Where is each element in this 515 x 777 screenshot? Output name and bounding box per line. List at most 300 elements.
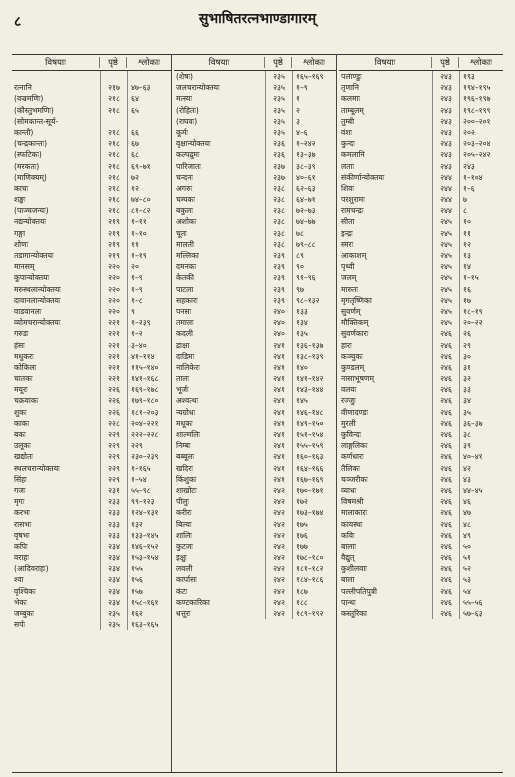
entry-subject: मयूरः [14, 385, 28, 395]
entry-verses: १–२३९ [127, 317, 171, 328]
index-entry [12, 519, 171, 530]
entry-subject: तृणानि [341, 83, 359, 93]
entry-verses: १७६ [292, 530, 336, 541]
entry-subject: चातकः [14, 374, 33, 384]
entry-page: २३६ [265, 149, 292, 160]
index-entry [339, 608, 503, 619]
entry-page: २३४ [100, 574, 127, 585]
entry-subject: अगरुः [176, 183, 193, 193]
entry-page: २४१ [265, 362, 292, 373]
entry-subject: मालती [176, 239, 194, 249]
entry-verses: २०५–२४२ [459, 149, 503, 160]
entry-subject [12, 71, 100, 82]
entry-page: २४६ [432, 541, 459, 552]
entry-subject: आकाशम् [341, 251, 367, 260]
entry-subject: वीणादण्डः [341, 407, 368, 417]
entry-verses: ६८ [127, 149, 171, 160]
header-subject: विषयाः [45, 57, 66, 68]
entry-page: २४६ [432, 597, 459, 608]
index-entry [174, 272, 336, 283]
entry-page: २३७ [265, 161, 292, 172]
entry-page: २२० [100, 295, 127, 306]
entry-verses: १४१–१४२ [292, 373, 336, 384]
entry-verses: ९१–९६ [292, 272, 336, 283]
entry-verses: १४५ [292, 395, 336, 406]
index-entry [12, 619, 171, 630]
entry-page: २४१ [265, 440, 292, 451]
entry-subject: कुटजः [176, 541, 193, 551]
entry-subject: पाटला [176, 284, 194, 294]
entry-verses: ४७ [459, 507, 503, 518]
entry-subject: लवली [176, 564, 193, 574]
entry-page: २४६ [432, 563, 459, 574]
index-entry [339, 172, 503, 183]
entry-page: २४० [265, 328, 292, 339]
entry-verses: १८७ [292, 586, 336, 597]
entry-subject: बब्बूलः [176, 452, 195, 462]
entry-verses: १० [459, 216, 503, 227]
index-entry [339, 351, 503, 362]
entry-subject: कोकिलः [14, 362, 37, 372]
entry-page: २४३ [432, 149, 459, 160]
entry-page: २२१ [100, 351, 127, 362]
entry-verses: ९० [292, 261, 336, 272]
index-entry [12, 407, 171, 418]
entry-verses: ५१ [459, 552, 503, 563]
index-entry [174, 228, 336, 239]
entry-page: २४० [265, 306, 292, 317]
entry-page: २४६ [432, 451, 459, 462]
entry-page: २१८ [100, 183, 127, 194]
entry-verses: १६९–१७८ [127, 384, 171, 395]
index-entry [174, 451, 336, 462]
entry-verses: १२ [127, 183, 171, 194]
entry-page: २२१ [100, 317, 127, 328]
entry-page: २४३ [432, 116, 459, 127]
entry-verses: ६४ [127, 93, 171, 104]
index-entry [12, 116, 171, 127]
entry-page: २३८ [265, 194, 292, 205]
entry-verses: १३२ [127, 519, 171, 530]
index-entry [339, 362, 503, 373]
entry-page: २४५ [432, 261, 459, 272]
entry-verses: १५३–१५४ [127, 552, 171, 563]
entry-verses: १३४ [292, 317, 336, 328]
entry-verses: ३८ [459, 429, 503, 440]
entry-subject: उलूकः [14, 441, 31, 451]
entry-page: २४२ [265, 496, 292, 507]
header-page: पृष्ठे [99, 57, 126, 68]
entry-subject: परशुरामः [341, 195, 365, 205]
entry-subject: सीता [341, 217, 355, 227]
entry-page: २३८ [265, 239, 292, 250]
entry-subject: तुम्बी [341, 116, 355, 126]
entry-page: २१९ [100, 239, 127, 250]
entry-verses: १९४–१९५ [459, 82, 503, 93]
entry-verses: १–१०४ [459, 172, 503, 183]
entry-subject: दावानलान्योक्तयः [14, 295, 61, 305]
header-page: पृष्ठे [264, 57, 291, 68]
index-entry [12, 261, 171, 272]
entry-verses: ४३ [459, 474, 503, 485]
entry-verses: १८–१९ [459, 306, 503, 317]
entry-verses: ३२ [459, 373, 503, 384]
entry-page: २४५ [432, 306, 459, 317]
page-title: सुभाषितरत्नभाण्डागारम् [198, 11, 317, 27]
index-entry [12, 250, 171, 261]
entry-page: २३८ [265, 216, 292, 227]
page-number: ८ [14, 14, 22, 30]
entry-subject: (स्फटिकः) [14, 150, 42, 160]
index-entry [174, 485, 336, 496]
index-entry [12, 552, 171, 563]
index-entry [12, 530, 171, 541]
entry-subject: वाडवानलः [14, 306, 42, 316]
entry-verses: १४३–१४४ [292, 384, 336, 395]
entry-page: २३९ [265, 295, 292, 306]
entry-verses: १५६ [127, 574, 171, 585]
entry-page: २४१ [265, 451, 292, 462]
entry-page: २४६ [432, 507, 459, 518]
entry-subject: पारिजातः [176, 161, 201, 171]
entry-subject: भेकः [14, 597, 27, 607]
entry-verses: १४१–१६८ [127, 373, 171, 384]
entry-verses: ८१–८२ [127, 205, 171, 216]
entry-subject: कंटः [176, 586, 188, 596]
index-entry [339, 250, 503, 261]
entry-subject: शोणः [14, 239, 29, 249]
index-entry [12, 183, 171, 194]
entry-subject: मृगतृष्णिका [341, 295, 372, 305]
entry-verses: ५७–६३ [459, 608, 503, 619]
entry-verses: २०–२२ [459, 317, 503, 328]
index-entry [174, 250, 336, 261]
entry-verses: १९८–१९९ [459, 105, 503, 116]
entry-page: २३४ [100, 563, 127, 574]
entry-subject: मौक्तिकम् [341, 318, 369, 328]
index-entry [12, 306, 171, 317]
index-entry [339, 328, 503, 339]
entry-subject: भूर्जः [176, 385, 189, 395]
entry-page: २१९ [100, 250, 127, 261]
entry-subject: ताम्बूलम् [341, 105, 364, 115]
entry-subject: मरुस्थलान्योक्तयः [14, 284, 61, 294]
entry-verses: ३ [292, 116, 336, 127]
entry-subject: कण्टकारिका [176, 597, 210, 607]
index-entry [174, 261, 336, 272]
index-column-1 [12, 54, 172, 772]
index-entry [339, 138, 503, 149]
entry-page: २४६ [432, 340, 459, 351]
entry-verses: ७४–८० [127, 194, 171, 205]
entry-verses [127, 116, 171, 127]
index-entry [12, 485, 171, 496]
entry-verses: ३४ [459, 395, 503, 406]
index-entry [339, 82, 503, 93]
entry-page: २३५ [100, 619, 127, 630]
entry-page: २३५ [265, 93, 292, 104]
index-entry [12, 149, 171, 160]
index-entry [339, 586, 503, 597]
entry-subject: मधूकः [176, 418, 193, 428]
index-entry [339, 574, 503, 585]
entry-subject: व्याधः [341, 485, 357, 495]
header-verse: श्लोकाः [458, 57, 503, 68]
entry-subject: कुन्दः [341, 139, 355, 149]
entry-page: २४३ [432, 138, 459, 149]
entry-subject: द्राक्षा [176, 340, 190, 350]
entry-verses: ९८–१३२ [292, 295, 336, 306]
entry-subject: स्मरः [341, 239, 354, 249]
entry-subject: अश्वत्थः [176, 396, 199, 406]
entry-page: २४२ [265, 608, 292, 619]
entry-page: २४१ [265, 474, 292, 485]
index-entry [339, 418, 503, 429]
entry-page: २३३ [100, 530, 127, 541]
entry-subject: किंशुकः [176, 474, 197, 484]
entry-subject: मत्स्यः [176, 94, 192, 104]
entry-verses: १–१६५ [127, 463, 171, 474]
entry-page: २२९ [100, 440, 127, 451]
entry-subject: मारुतः [341, 284, 358, 294]
index-entry [12, 384, 171, 395]
index-entry [339, 93, 503, 104]
entry-page: २४३ [432, 127, 459, 138]
index-entry [174, 373, 336, 384]
entry-verses [127, 71, 171, 82]
entry-page: २४१ [265, 384, 292, 395]
entry-subject: वृक्षान्योक्तयः [176, 139, 211, 149]
index-entry [174, 239, 336, 250]
index-entry [174, 608, 336, 619]
entry-page: २४६ [432, 574, 459, 585]
index-entry [174, 418, 336, 429]
entry-page: २४६ [432, 519, 459, 530]
entry-page: २१७ [100, 82, 127, 93]
entry-verses: १–१० [127, 228, 171, 239]
entry-page: २१८ [100, 127, 127, 138]
entry-verses: १८९–१९२ [292, 608, 336, 619]
index-entry [174, 216, 336, 227]
entry-page: २३५ [265, 82, 292, 93]
entry-verses: ४४–४५ [459, 485, 503, 496]
index-entry [339, 474, 503, 485]
entry-page: २३६ [265, 138, 292, 149]
entry-verses: ३१ [459, 362, 503, 373]
index-entry [12, 351, 171, 362]
index-entry [339, 127, 503, 138]
entry-verses: १–२ [127, 328, 171, 339]
entry-subject: कपिः [14, 541, 28, 551]
index-entry [12, 93, 171, 104]
entry-subject: चम्पकः [176, 195, 195, 205]
entry-page: २४५ [432, 250, 459, 261]
entry-page: २३९ [265, 272, 292, 283]
entry-verses: १३–३७ [292, 149, 336, 160]
entry-verses: १४६–१५२ [127, 541, 171, 552]
entry-page: २३३ [100, 496, 127, 507]
entry-verses: १७९–१८० [127, 395, 171, 406]
entry-subject: नद्यन्योक्तयः [14, 217, 46, 227]
entry-verses: ४–६ [292, 127, 336, 138]
index-entry [174, 284, 336, 295]
index-entry [12, 216, 171, 227]
index-entry [339, 340, 503, 351]
entry-verses: ११ [127, 239, 171, 250]
entry-page: २४३ [432, 93, 459, 104]
entry-subject: कदली [176, 329, 193, 339]
entry-page: २३९ [265, 250, 292, 261]
entry-page: २३३ [100, 507, 127, 518]
entry-subject: मधुकरः [14, 351, 34, 361]
entry-subject: रासभः [14, 519, 32, 529]
entry-verses: १३३ [292, 306, 336, 317]
entry-subject: गङ्गा [14, 228, 26, 238]
entry-subject: वंशः [341, 127, 352, 137]
entry-subject: कान्तौ) [14, 127, 34, 137]
index-entry [12, 138, 171, 149]
index-entry [339, 228, 503, 239]
entry-page: २२१ [100, 373, 127, 384]
index-entry [339, 451, 503, 462]
entry-verses: १–१५ [459, 272, 503, 283]
index-entry [12, 597, 171, 608]
entry-verses: १९३ [459, 71, 503, 82]
entry-page: २४१ [265, 407, 292, 418]
entry-verses: ६६ [127, 127, 171, 138]
index-column-3 [339, 54, 503, 772]
entry-verses: १७०–१७१ [292, 485, 336, 496]
entry-verses: ५५–९८ [127, 485, 171, 496]
index-entry [174, 82, 336, 93]
index-entry [174, 172, 336, 183]
index-entry [12, 563, 171, 574]
entry-subject: विषमश्री [341, 497, 364, 507]
index-entry [339, 496, 503, 507]
entry-page: २४६ [432, 463, 459, 474]
entry-subject: इक्षुः [176, 553, 187, 563]
entry-page: २४६ [432, 418, 459, 429]
entry-subject: (कौस्तुभमणिः) [14, 105, 54, 115]
index-entry [339, 295, 503, 306]
index-entry [339, 216, 503, 227]
index-entry [174, 116, 336, 127]
entry-page: २४५ [432, 295, 459, 306]
column-header [174, 54, 336, 71]
header-subject: विषयाः [374, 57, 396, 68]
entry-subject: शाल्मलिः [176, 430, 200, 439]
index-entry [12, 295, 171, 306]
entry-subject: (मरकतः) [14, 161, 40, 171]
entry-verses: १३८–१३९ [292, 351, 336, 362]
entry-subject: तैलिकः [341, 463, 360, 473]
index-entry [12, 328, 171, 339]
index-entry [339, 261, 503, 272]
entry-page: २४४ [432, 172, 459, 183]
entry-page: २४५ [432, 228, 459, 239]
entry-subject: दमनकः [176, 262, 197, 272]
entry-subject: काचः [14, 183, 29, 193]
entry-subject: बकः [14, 430, 26, 439]
entry-verses: ३३ [459, 384, 503, 395]
entry-verses: ३० [459, 351, 503, 362]
entry-verses: १६०–१६३ [292, 451, 336, 462]
entry-subject: रत्नानि [14, 83, 32, 93]
entry-subject: जम्बुकः [14, 609, 34, 618]
index-entry [339, 597, 503, 608]
entry-page: २४६ [432, 373, 459, 384]
entry-subject: (रोहितः) [176, 105, 199, 115]
entry-page: २४१ [265, 340, 292, 351]
index-entry [174, 351, 336, 362]
entry-verses: ४९ [459, 530, 503, 541]
entry-subject: मल्लिका [176, 251, 199, 260]
entry-verses: १८४–१८६ [292, 574, 336, 585]
index-entry [174, 105, 336, 116]
entry-subject: करीरः [176, 508, 192, 518]
index-entry [339, 149, 503, 160]
entry-page: २४३ [432, 82, 459, 93]
entry-subject: चक्रवाकः [14, 396, 39, 406]
entry-verses: १ [292, 93, 336, 104]
header-verse: श्लोकाः [291, 57, 336, 68]
entry-subject: नालिकेरः [176, 362, 200, 372]
entry-verses: ७ [459, 194, 503, 205]
entry-subject: शाखोटः [176, 485, 197, 495]
entry-verses: १७८–१८० [292, 552, 336, 563]
entry-verses: ५० [459, 541, 503, 552]
index-entry [12, 172, 171, 183]
entry-subject: पान्थः [341, 597, 356, 607]
entry-subject: वराहः [14, 553, 29, 563]
index-entry [339, 284, 503, 295]
entry-subject: खद्योतः [14, 452, 33, 462]
entry-page: २३५ [265, 105, 292, 116]
index-entry [174, 205, 336, 216]
index-entry [12, 127, 171, 138]
entry-subject: कमलानि [341, 150, 365, 160]
entry-verses: १–५४ [127, 474, 171, 485]
entry-page [100, 116, 127, 127]
index-column-2 [174, 54, 337, 772]
entry-verses: १७३–१७४ [292, 507, 336, 518]
entry-page: २३४ [100, 552, 127, 563]
entry-verses: १४० [292, 362, 336, 373]
entry-verses: २२९ [127, 440, 171, 451]
entry-verses: ५३ [459, 574, 503, 585]
index-entry [174, 563, 336, 574]
entry-verses: ३८–३९ [292, 161, 336, 172]
entry-subject: पलाण्डुः [341, 72, 362, 81]
entry-verses: ७८ [292, 228, 336, 239]
entry-subject: करभः [14, 508, 30, 518]
index-entry [339, 563, 503, 574]
index-entry [174, 127, 336, 138]
index-entry [12, 586, 171, 597]
entry-page: २४० [265, 317, 292, 328]
entry-subject: कुविन्दः [341, 430, 361, 439]
entry-page: २४२ [265, 563, 292, 574]
entry-subject: अशोकः [176, 217, 197, 227]
index-entry [12, 574, 171, 585]
entry-page: २४२ [265, 507, 292, 518]
entry-verses: १७७ [292, 541, 336, 552]
entry-verses: १५१–१५४ [292, 429, 336, 440]
entry-subject: बिल्वः [176, 519, 192, 529]
entry-subject: सर्पः [14, 620, 25, 630]
entry-verses: १–१९ [127, 250, 171, 261]
entry-subject: न्यग्रोधः [176, 407, 196, 417]
